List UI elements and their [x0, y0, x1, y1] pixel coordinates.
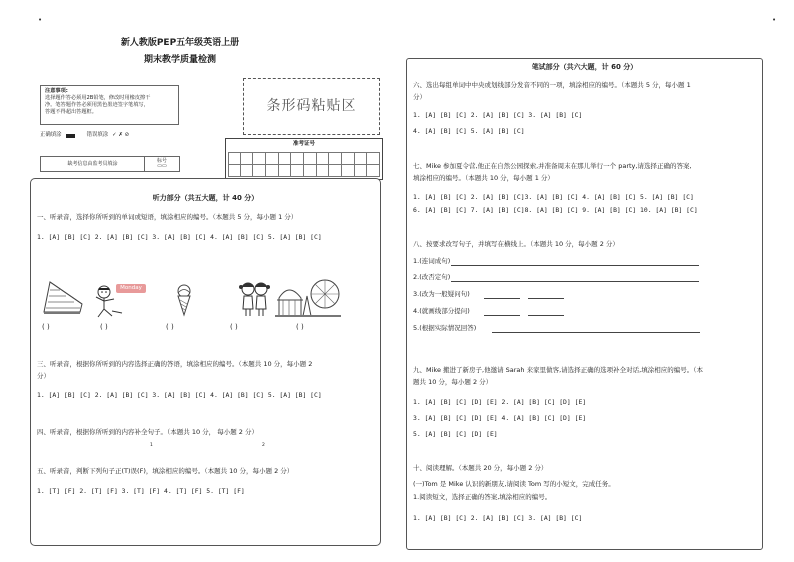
q3-options[interactable]: 1. [A] [B] [C] 2. [A] [B] [C] 3. [A] [B] [C] 4. [A] [B] [C] 5. [A] [B] [C] [37, 391, 322, 399]
page-subtitle: 期末教学质量检测 [143, 55, 216, 65]
q1-title: 一、听录音，选择你所听到的单词或短语，填涂相应的编号。（本题共 5 分，每小题 1 分） [37, 213, 298, 221]
absence-box [40, 156, 180, 172]
q8-answer-line-3a[interactable] [484, 298, 520, 299]
correct-fill-label: 正确填涂 [40, 132, 62, 139]
amusement-park-icon [275, 276, 341, 318]
q8-item-4: 4.(就画线部分提问) [413, 307, 470, 315]
q2-paren-5[interactable]: ( ) [296, 323, 304, 331]
q9-title-line1: 九、Mike 搬进了新房子,他邀请 Sarah 来家里做客,请选择正确的选项补全对话,填涂相应的编号。（本 [413, 366, 703, 374]
q2-paren-4[interactable]: ( ) [230, 323, 238, 331]
sandwich-icon [40, 276, 86, 316]
q9-options-row3[interactable]: 5. [A] [B] [C] [D] [E] [413, 430, 498, 438]
exam-number-cells[interactable] [228, 152, 380, 177]
q7-options-row1[interactable]: 1. [A] [B] [C] 2. [A] [B] [C]3. [A] [B] [C] 4. [A] [B] [C] 5. [A] [B] [C] [413, 193, 694, 201]
q6-options-row2[interactable]: 4. [A] [B] [C] 5. [A] [B] [C] [413, 127, 525, 135]
barcode-label: 条形码粘贴区 [266, 98, 357, 115]
q3-title-line2: 分） [37, 372, 50, 380]
q7-options-row2[interactable]: 6. [A] [B] [C] 7. [A] [B] [C]8. [A] [B] [C] 9. [A] [B] [C] 10. [A] [B] [C] [413, 206, 698, 214]
listening-title: 听力部分（共五大题，计 40 分） [152, 194, 259, 202]
notes-title: 注意事项: [45, 88, 68, 94]
q4-mark-1: 1 [150, 443, 153, 448]
wrong-fill-symbols-icon: ✓ ✗ ⊘ [112, 132, 130, 139]
corner-mark-right: • [772, 16, 777, 24]
written-title: 笔试部分（共六大题，计 60 分） [531, 63, 638, 71]
exam-number-grid [225, 138, 383, 180]
q5-title: 五、听录音，判断下列句子正(T)误(F)，填涂相应的编号。（本题共 10 分，每小题 2 分） [37, 467, 294, 475]
q7-title-line1: 七、Mike 参加夏令营,他正在自然公园探索,并准备周末在那儿举行一个 party,请选择正确的答案, [413, 162, 692, 170]
q5-options[interactable]: 1. [T] [F] 2. [T] [F] 3. [T] [F] 4. [T] [F] 5. [T] [F] [37, 487, 245, 495]
q8-answer-line-4a[interactable] [484, 315, 520, 316]
q4-title: 四、听录音，根据你所听到的内容补全句子。（本题共 10 分， 每小题 2 分） [37, 428, 258, 436]
exam-number-label: 准考证号 [292, 141, 315, 147]
corner-mark-left: • [38, 16, 43, 24]
filled-block-icon [66, 134, 75, 138]
barcode-area [243, 78, 380, 135]
q8-item-2: 2.(改否定句) [413, 273, 451, 281]
q2-paren-1[interactable]: ( ) [42, 323, 50, 331]
absence-info-label: 缺考信息由监考员填涂 [41, 157, 145, 171]
q9-options-row2[interactable]: 3. [A] [B] [C] [D] [E] 4. [A] [B] [C] [D] [E] [413, 414, 587, 422]
notes-box [40, 85, 179, 125]
q8-item-5: 5.(根据实际情况回答) [413, 324, 477, 332]
q1-options[interactable]: 1. [A] [B] [C] 2. [A] [B] [C] 3. [A] [B] [C] 4. [A] [B] [C] 5. [A] [B] [C] [37, 233, 322, 241]
q10-subtitle-1: (一)Tom 是 Mike 认识的新朋友,请阅读 Tom 写的小短文，完成任务。 [413, 480, 615, 488]
notes-line-1: 选择题作答必须用2B铅笔，修改时用橡皮擦干 [45, 95, 151, 102]
q8-title: 八、按要求改写句子，并填写在横线上。（本题共 10 分，每小题 2 分） [413, 240, 619, 248]
q8-answer-line-5[interactable] [492, 332, 700, 333]
q10-options-row1[interactable]: 1. [A] [B] [C] 2. [A] [B] [C] 3. [A] [B] [C] [413, 514, 583, 522]
q8-item-1: 1.(连词成句) [413, 257, 451, 265]
q8-answer-line-3b[interactable] [528, 298, 564, 299]
q8-answer-line-2[interactable] [451, 281, 699, 282]
marking-example [40, 130, 230, 142]
q9-title-line2: 题共 10 分，每小题 2 分） [413, 378, 493, 386]
q8-item-3: 3.(改为一般疑问句) [413, 290, 470, 298]
q8-answer-line-4b[interactable] [528, 315, 564, 316]
q6-title-line2: 分） [413, 93, 426, 101]
q4-mark-2: 2 [262, 443, 265, 448]
q10-subtitle-2: 1.阅读短文，选择正确的答案,填涂相应的编号。 [413, 493, 552, 501]
q8-answer-line-1[interactable] [451, 265, 699, 266]
q6-title-line1: 六、选出每组单词中中央或划线部分发音不同的一项，填涂相应的编号。（本题共 5 分，每小题 1 [413, 81, 691, 89]
girls-icon [238, 279, 272, 317]
ice-cream-icon [172, 282, 196, 318]
q2-paren-3[interactable]: ( ) [166, 323, 174, 331]
q10-title: 十、阅读理解。（本题共 20 分，每小题 2 分） [413, 464, 548, 472]
absence-mark-cell[interactable]: ▭▭ [157, 163, 167, 169]
q9-options-row1[interactable]: 1. [A] [B] [C] [D] [E] 2. [A] [B] [C] [D] [E] [413, 398, 587, 406]
monday-sign: Monday [116, 284, 146, 293]
wrong-fill-label: 错误填涂 [86, 132, 109, 139]
absence-mark-label: 标号 [156, 157, 167, 164]
page-title: 新人教版PEP五年级英语上册 [120, 38, 240, 48]
notes-line-2: 净。笔答题作答必须用黑色墨迹签字笔填写， [45, 102, 149, 109]
q6-options-row1[interactable]: 1. [A] [B] [C] 2. [A] [B] [C] 3. [A] [B] [C] [413, 111, 583, 119]
q7-title-line2: 填涂相应的编号。（本题共 10 分，每小题 1 分） [413, 174, 554, 182]
q3-title-line1: 三、听录音，根据你所听到的内容选择正确的答语，填涂相应的编号。（本题共 10 分，每小题 2 [37, 360, 313, 368]
q2-paren-2[interactable]: ( ) [100, 323, 108, 331]
notes-line-3: 答题不得超出答题框。 [45, 109, 97, 116]
